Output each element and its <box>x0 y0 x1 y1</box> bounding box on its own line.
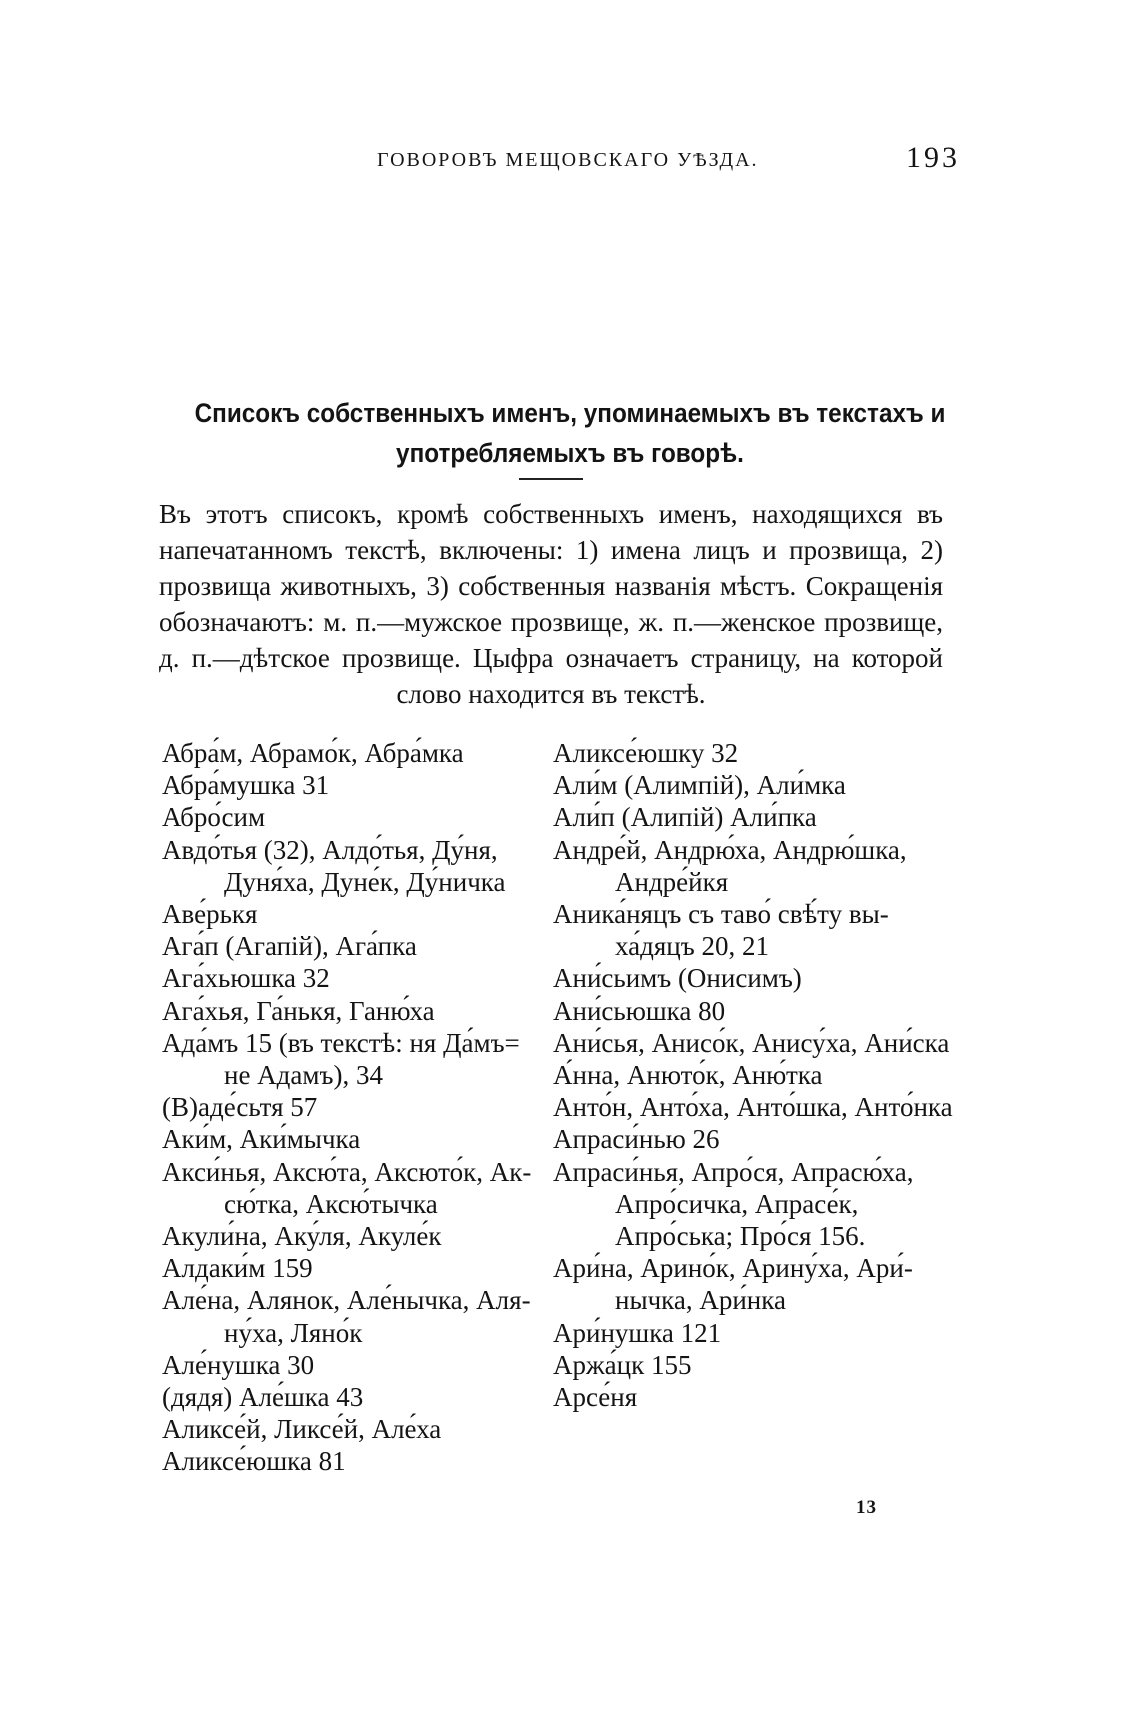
list-item: Аки́м, Аки́мычка <box>162 1124 361 1155</box>
list-item: Ани́сьюшка 80 <box>553 995 726 1026</box>
running-title: ГОВОРОВЪ МЕЩОВСКАГО УѢЗДА. <box>377 149 759 171</box>
list-item: (В)аде́сьтя 57 <box>162 1092 318 1123</box>
list-item: Апраси́нья, Апро́ся, Апрасю́ха, Апро́сичка, Апрасе́к, Апро́ська; Про́ся 156. <box>553 1156 914 1252</box>
intro-paragraph: Въ этотъ списокъ, кромѣ собственныхъ именъ, находящихся въ напечатанномъ текстѣ, включены: 1) имена лицъ и прозвища, 2) прозвища животныхъ, 3) собственныя названія мѣстъ. Сокращенія обозначаютъ: м. п.—мужское прозвище, ж. п.—женское прозвище, д. п.—дѣтское прозвище. Цыфра означаетъ страницу, на которой слово находится въ текстѣ. <box>159 499 943 709</box>
list-item: Абра́м, Абрамо́к, Абра́мка <box>162 738 464 768</box>
list-item: Аликсе́юшка 81 <box>162 1446 346 1477</box>
list-item: Ага́хьюшка 32 <box>162 963 330 994</box>
list-item: Анто́н, Анто́ха, Анто́шка, Анто́нка <box>553 1092 953 1123</box>
running-head <box>160 141 960 185</box>
list-item: Али́м (Алимпій), Али́мка <box>553 770 846 801</box>
right-column <box>553 737 953 1413</box>
list-item: Ага́хья, Га́нькя, Ганю́ха <box>162 995 435 1026</box>
list-item: Аржа́цк 155 <box>553 1349 692 1380</box>
list-item: (дядя) Але́шка 43 <box>162 1382 364 1413</box>
list-item: Алдаки́м 159 <box>162 1253 313 1284</box>
list-item: Акси́нья, Аксю́та, Аксюто́к, Аксю́тка, Аксю́тычка <box>162 1156 532 1219</box>
list-item: Ари́на, Арино́к, Арину́ха, Ари́нычка, Ари́нка <box>553 1253 913 1316</box>
list-item: Абро́сим <box>162 802 266 833</box>
list-item: Але́нушка 30 <box>162 1349 315 1380</box>
signature-mark: 13 <box>856 1497 877 1518</box>
list-item: Аликсе́й, Ликсе́й, Але́ха <box>162 1414 442 1445</box>
list-item: Але́на, Алянок, Але́нычка, Аляну́ха, Ляно́к <box>162 1285 531 1348</box>
list-item: А́нна, Анюто́к, Аню́тка <box>553 1060 823 1091</box>
list-item: Ада́мъ 15 (въ текстѣ: ня Да́мъ= не Адамъ), 34 <box>162 1027 520 1091</box>
list-item: Аве́рькя <box>162 899 258 930</box>
list-item: Ага́п (Агапій), Ага́пка <box>162 931 417 962</box>
list-item: Акули́на, Аку́ля, Акуле́к <box>162 1221 442 1252</box>
list-item: Апраси́нью 26 <box>553 1124 720 1155</box>
list-item: Абра́мушка 31 <box>162 770 330 801</box>
left-column <box>162 737 547 1478</box>
list-item: Ани́сьимъ (Онисимъ) <box>553 963 802 994</box>
page-number: 193 <box>906 141 960 174</box>
section-title: Списокъ собственныхъ именъ, упоминаемыхъ въ текстахъ и употребляемыхъ въ говорѣ. <box>194 398 946 468</box>
list-item: Ари́нушка 121 <box>553 1317 722 1348</box>
list-item: Аликсе́юшку 32 <box>553 738 739 768</box>
list-item: Авдо́тья (32), Алдо́тья, Ду́ня, Дуня́ха, Дуне́к, Ду́ничка <box>162 834 506 897</box>
list-item: Али́п (Алипій) Али́пка <box>553 802 817 833</box>
list-item: Аника́няцъ съ таво́ свѣ́ту выха́дяцъ 20, 21 <box>553 899 889 962</box>
list-item: Арсе́ня <box>553 1382 638 1413</box>
list-item: Андре́й, Андрю́ха, Андрю́шка, Андре́йкя <box>553 834 907 897</box>
title-rule <box>519 478 583 480</box>
list-item: Ани́сья, Анисо́к, Анису́ха, Ани́ска <box>553 1027 950 1058</box>
